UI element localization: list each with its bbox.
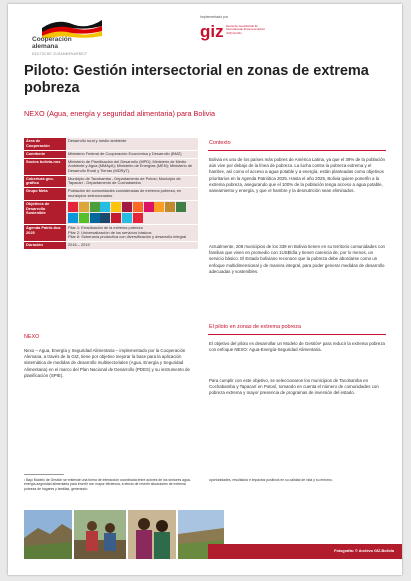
contexto-paragraph-2: Actualmente, 208 municipios de los 339 en Bolivia tienen en su territorio comunidades con familias que viven en promedio con 1US$/día y tienen carencia de, por lo menos, un servicio básico. El Estado boliviano reconoce que la pobreza debe abordarse como un enfoque multidimensional y de manera integral, para poder generar medidas de desarrollo adecuadas y sostenibles.: [209, 244, 385, 274]
piloto-rule: [208, 334, 386, 335]
contexto-heading: Contexto: [209, 140, 231, 146]
sdg-goal-icon: [111, 213, 121, 223]
info-row-label: Socios bolivia-nos: [24, 158, 66, 175]
info-row-label: Cobertura geo-gráfica: [24, 175, 66, 188]
info-row-value: [66, 200, 198, 224]
sdg-goal-icon: [133, 202, 143, 212]
info-row-value: Desarrollo rural y medio ambiente: [66, 138, 198, 151]
piloto-heading: El piloto en zonas de extrema pobreza: [209, 324, 301, 330]
info-row-label: Comitente: [24, 150, 66, 158]
sdg-goal-icon: [79, 202, 89, 212]
info-row: [24, 188, 198, 201]
sdg-goal-icon: [165, 202, 175, 212]
info-row: [24, 224, 198, 241]
info-row: [24, 175, 198, 188]
coop-subtitle: DEUTSCHE ZUSAMMENARBEIT: [32, 52, 88, 56]
info-row-value: 2016 – 2019: [66, 242, 198, 249]
info-row-value: Pilar 1: Erradicación de la extrema pobreza Pilar 2: Universalización de los servicios básicos Pilar 6: Soberanía productiva con diversificación y desarrollo integral: [66, 224, 198, 241]
sdg-goal-icon: [100, 202, 110, 212]
info-row-label: Grupo Meta: [24, 188, 66, 201]
photo-credit-bar: [208, 544, 402, 559]
page-title: Piloto: Gestión intersectorial en zonas de extrema pobreza: [24, 63, 369, 96]
sdg-goal-icon: [122, 213, 132, 223]
footnote-rule: [24, 474, 64, 475]
cooperacion-alemana-logo: [24, 12, 134, 56]
info-row-label: Duración: [24, 242, 66, 249]
contexto-paragraph-1: Bolivia es uno de los países más pobres de América Latina, ya que el 39% de la población aún vive por debajo de la línea de pobreza. La lucha contra la pobreza extrema y el hambre, así como el acceso a agua potable y a energía, están planteadas como objetivos prioritarios en la Agenda Patriótica 2025. Hasta el año 2025, Bolivia quiere ponerfin a la extrema pobreza, asegurando que el 100% de la población tenga acceso a agua potable, saneamiento y energía, y que el hambre y la desnutrición sean eliminados.: [209, 157, 385, 194]
photo-landscape: [24, 510, 72, 559]
piloto-paragraph-1: El objetivo del piloto es desarrollar un Modelo de Gestión¹ para reducir la extrema pobreza con enfoque NEXO: Agua-Energía-Seguridad Alimentaria.: [209, 341, 385, 353]
info-row: [24, 200, 198, 224]
sdg-goal-icon: [90, 202, 100, 212]
sdg-goal-icon: [133, 213, 143, 223]
sdg-goal-icon: [100, 213, 110, 223]
page-subtitle: NEXO (Agua, energía y seguridad alimentaria) para Bolivia: [24, 109, 216, 118]
sdg-goal-icon: [154, 202, 164, 212]
nexo-heading: NEXO: [24, 334, 40, 340]
coop-wordmark: Cooperación alemana: [32, 36, 72, 50]
sdg-goal-icon: [90, 213, 100, 223]
sdg-goal-icon: [176, 202, 186, 212]
sdg-goal-icon: [111, 202, 121, 212]
project-info-table: [24, 137, 198, 249]
document-page: [8, 4, 402, 575]
implemented-by-label: Implementado por: [200, 15, 229, 19]
sdg-goal-icon: [122, 202, 132, 212]
german-flag-icon: [42, 16, 102, 38]
photo-people: [128, 510, 176, 559]
info-row: [24, 158, 198, 175]
piloto-paragraph-2: Para cumplir con este objetivo, se seleccionaron los municipios de Tacobamba en Cochabamba y Tapacarí en Potosí, tomando en cuenta el número de comunidades con pobreza extrema y mayor presencia de programas de inversión del estado.: [209, 378, 379, 396]
info-row: [24, 138, 198, 151]
info-row-value: Ministerio de Planificación del Desarrollo (MPD); Ministerio de Medio Ambiente y Agua (MMAyA); Ministerio de Energías (MEN); Ministerio de Desarrollo Rural y Tierras (MDRyT).: [66, 158, 198, 175]
contexto-rule: [208, 150, 386, 151]
info-row-label: Área de Cooperación: [24, 138, 66, 151]
info-row-label: Agenda Patrió-tica 2025: [24, 224, 66, 241]
sdg-icons: [68, 202, 196, 223]
sdg-goal-icon: [68, 213, 78, 223]
sdg-goal-icon: [144, 202, 154, 212]
info-row: [24, 242, 198, 249]
photo-credit: Fotografía: © Archivo GIZ-Bolivia: [334, 549, 394, 553]
info-row-value: Ministerio Federal de Cooperación Económica y Desarrollo (BMZ): [66, 150, 198, 158]
sdg-goal-icon: [68, 202, 78, 212]
giz-subtitle: Deutsche Gesellschaft für Internationale Zusammenarbeit (GIZ) GmbH: [226, 24, 265, 35]
nexo-paragraph: Nexo – Agua, Energía y Seguridad Alimentaria – implementado por la Cooperación Alemana, a través de la GIZ, tiene por objetivo mejorar la base para la aplicación sistemática de medidas de desarrollo multisectoriales (Agua, Energía y Seguridad Alimentaria) en el marco del Plan Nacional de Desarrollo (PDES) y su instrumento de planificación (SPIE).: [24, 348, 190, 378]
sdg-goal-icon: [79, 213, 89, 223]
info-row-value: Población de comunidades consideradas de extrema pobreza, en municipios seleccionados.: [66, 188, 198, 201]
footnote-right: oportunidades, resultados e impactos positivos en su calidad de vida y su entorno.: [209, 478, 333, 482]
info-row-value: Municipio de Tacobamba - Departamento de Potosí; Municipio de Tapacarí - Departamento de Cochabamba: [66, 175, 198, 188]
footnote-left: ¹ Bajo Modelo de Gestión se entiende una forma de interacción coordinada entre actores de los sectores agua-energía-seguridad alimentaria para invertir con mayor eficiencia, a efecto de revertir situaciones de extrema pobreza de hogares y familias, generando: [24, 478, 191, 491]
photo-farmers: [74, 510, 126, 559]
giz-logo: giz: [200, 22, 224, 41]
info-row: [24, 150, 198, 158]
info-row-label: Objetivos de Desarrollo Sostenible: [24, 200, 66, 224]
